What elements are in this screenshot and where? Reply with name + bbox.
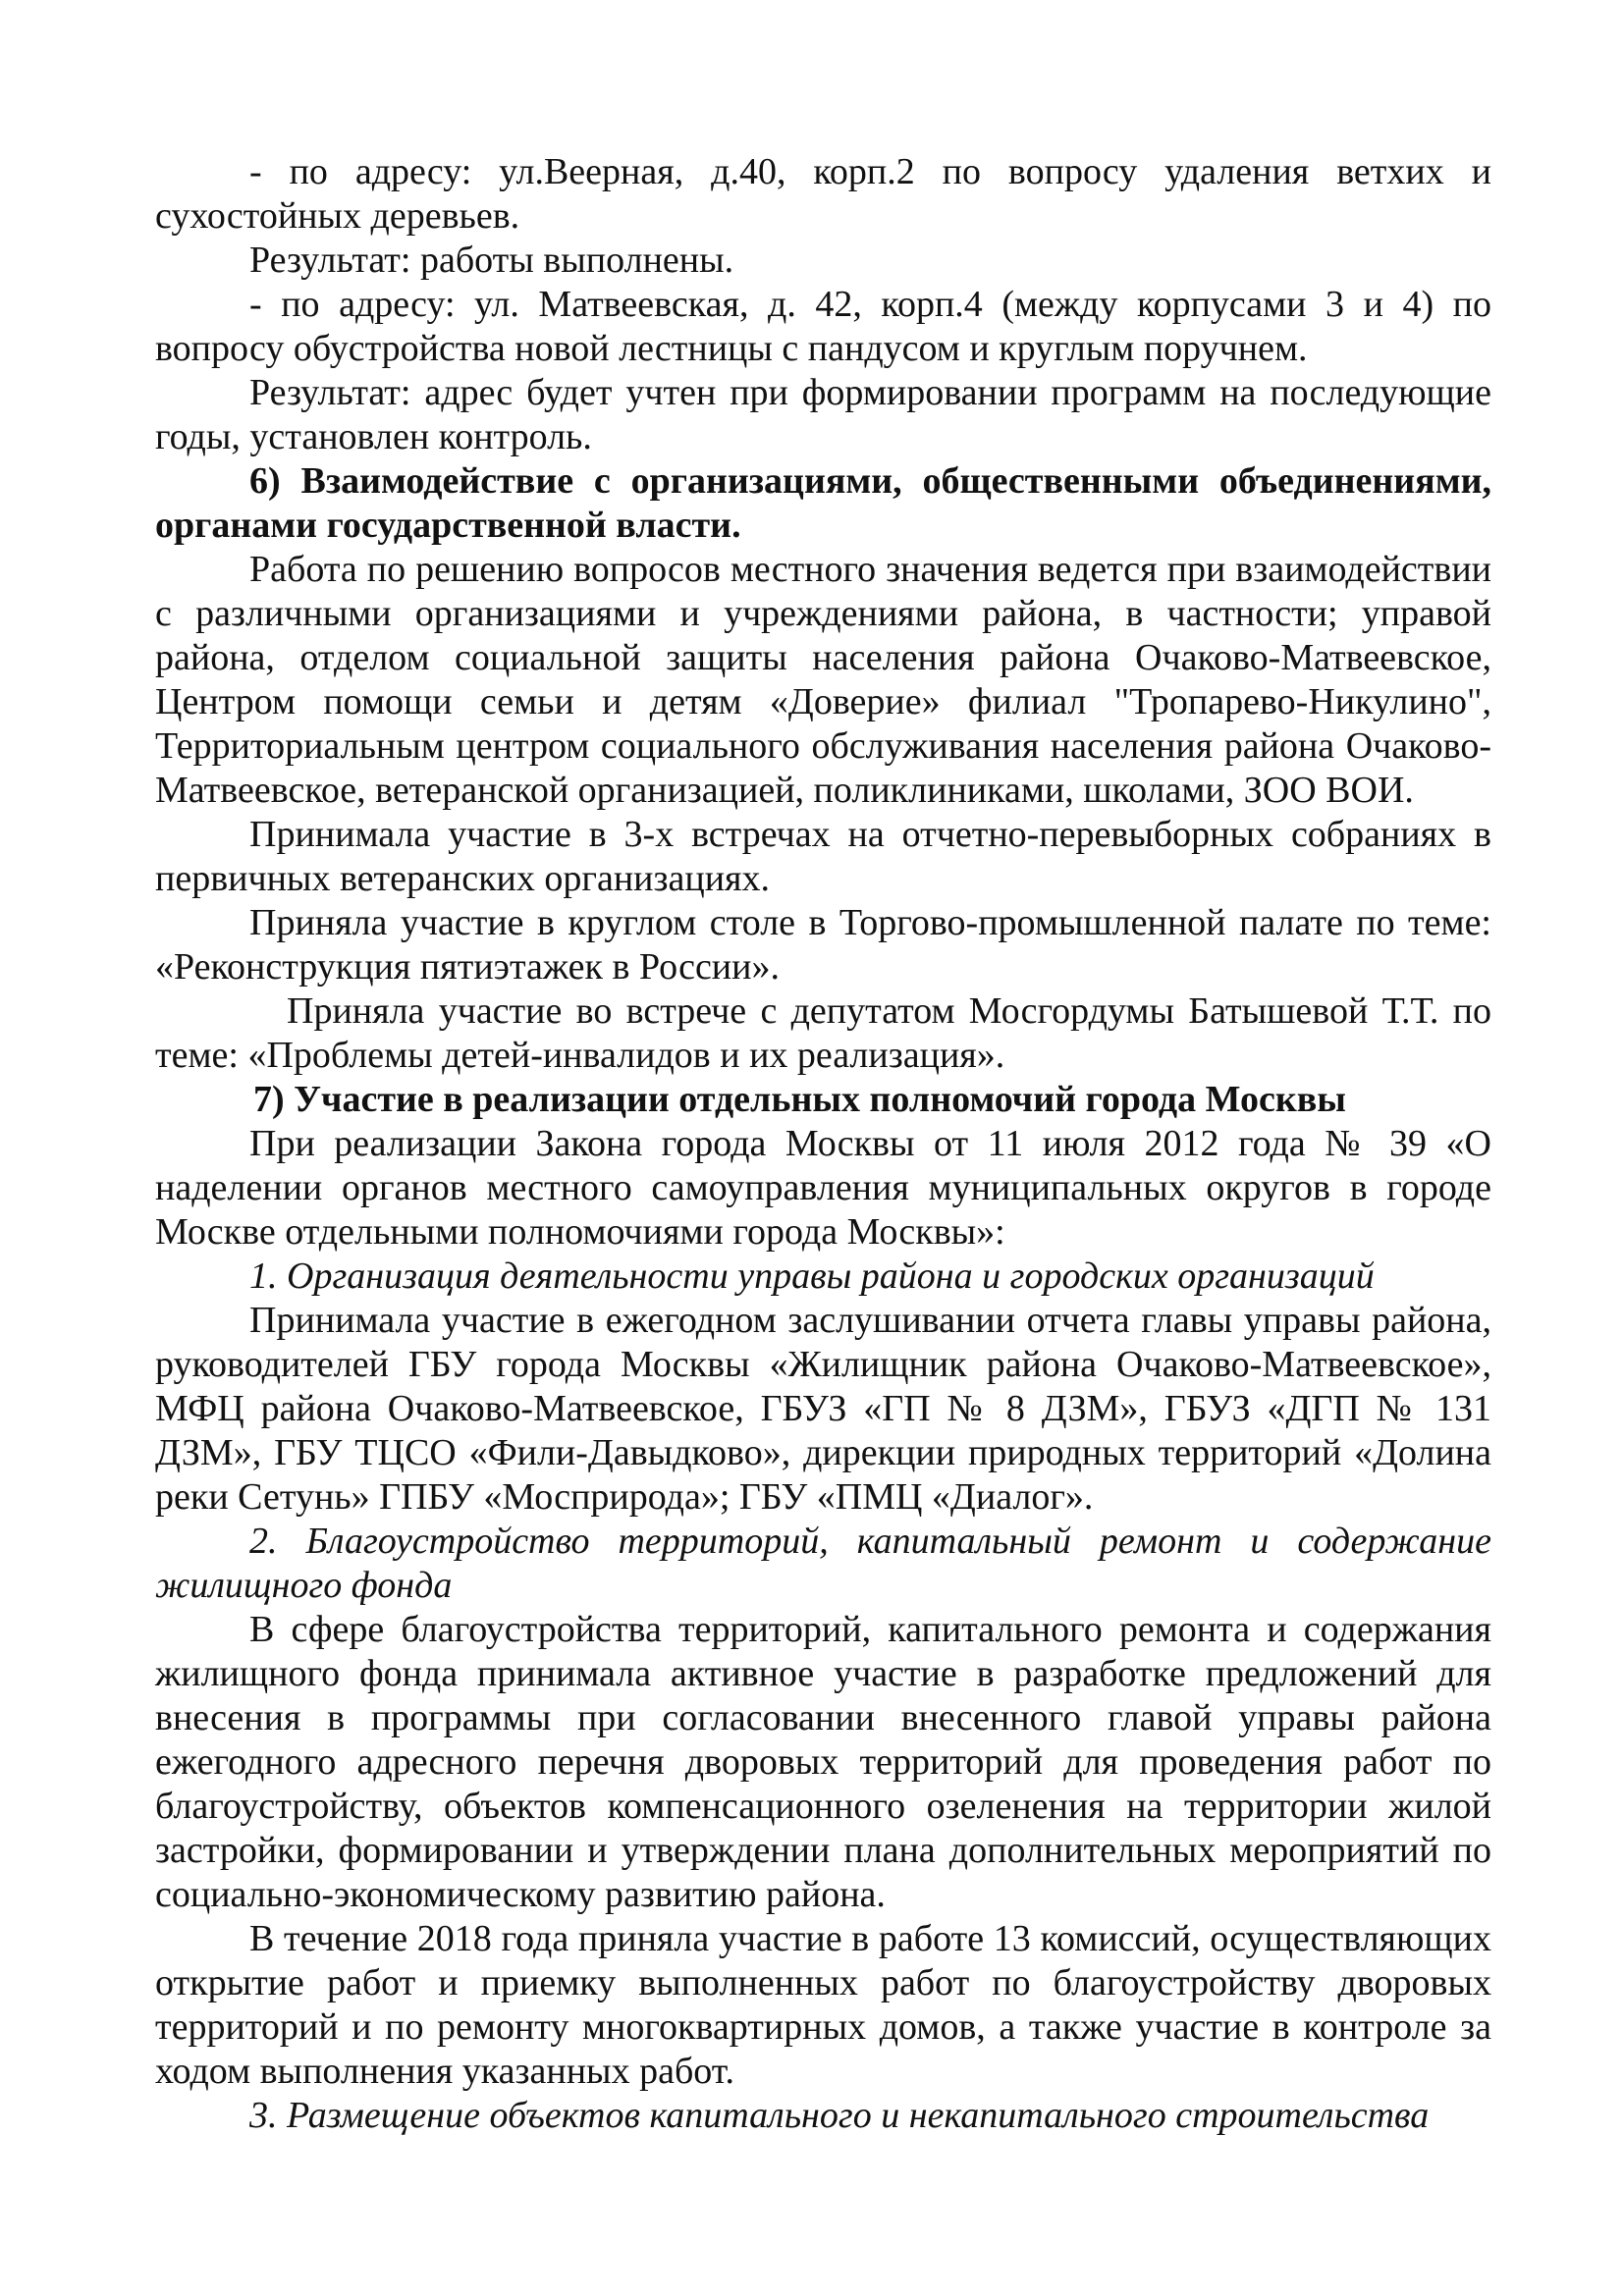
paragraph-result-done: Результат: работы выполнены. <box>249 240 734 281</box>
paragraph-veernaya-address: - по адресу: ул.Веерная, д.40, корп.2 по вопросу удаления ветхих и сухостойных деревьев. <box>155 151 1491 237</box>
subheading-3: 3. Размещение объектов капитального и некапитального строительства <box>249 2095 1430 2136</box>
paragraph-moscow-law: При реализации Закона города Москвы от 11 июля 2012 года № 39 «О наделении органов местного самоуправления муниципальных округов в городе Москве отдельными полномочиями города Москвы»: <box>155 1123 1491 1253</box>
section-heading-6: 6) Взаимодействие с организациями, общественными объединениями, органами государственной власти. <box>155 460 1491 546</box>
subheading-1: 1. Организация деятельности управы района и городских организаций <box>249 1255 1375 1297</box>
paragraph-deputy-meeting: Приняла участие во встрече с депутатом Мосгордумы Батышевой Т.Т. по теме: «Проблемы детей-инвалидов и их реализация». <box>155 990 1491 1076</box>
paragraph-commissions: В течение 2018 года приняла участие в работе 13 комиссий, осуществляющих открытие работ и приемку выполненных работ по благоустройству дворовых территорий и по ремонту многоквартирных домов, а также участие в контроле за ходом выполнения указанных работ. <box>155 1918 1491 2092</box>
paragraph-round-table: Приняла участие в круглом столе в Торгово-промышленной палате по теме: «Реконструкция пятиэтажек в России». <box>155 902 1491 988</box>
subheading-2: 2. Благоустройство территорий, капитальный ремонт и содержание жилищного фонда <box>155 1521 1491 1606</box>
paragraph-matveevskaya-address: - по адресу: ул. Матвеевская, д. 42, корп.4 (между корпусами 3 и 4) по вопросу обустройства новой лестницы с пандусом и круглым поручнем. <box>155 284 1491 369</box>
paragraph-veteran-meetings: Принимала участие в 3-х встречах на отчетно-перевыборных собраниях в первичных ветеранских организациях. <box>155 814 1491 899</box>
paragraph-result-program: Результат: адрес будет учтен при формировании программ на последующие годы, установлен контроль. <box>155 372 1491 457</box>
paragraph-annual-report: Принимала участие в ежегодном заслушивании отчета главы управы района, руководителей ГБУ города Москвы «Жилищник района Очаково-Матвеевское», МФЦ района Очаково-Матвеевское, ГБУЗ «ГП № 8 ДЗМ», ГБУЗ «ДГП № 131 ДЗМ», ГБУ ТЦСО «Фили-Давыдково», дирекции природных территорий «Долина реки Сетунь» ГПБУ «Мосприрода»; ГБУ «ПМЦ «Диалог». <box>155 1300 1491 1518</box>
paragraph-interaction-organizations: Работа по решению вопросов местного значения ведется при взаимодействии с различными организациями и учреждениями района, в частности; управой района, отделом социальной защиты населения района Очаково-Матвеевское, Центром помощи семьи и детям «Доверие» филиал "Тропарево-Никулино", Территориальным центром социального обслуживания населения района Очаково-Матвеевское, ветеранской организацией, поликлиниками, школами, ЗОО ВОИ. <box>155 549 1491 811</box>
section-heading-7: 7) Участие в реализации отдельных полномочий города Москвы <box>253 1079 1346 1120</box>
paragraph-improvement: В сфере благоустройства территорий, капитального ремонта и содержания жилищного фонда принимала активное участие в разработке предложений для внесения в программы при согласовании внесенного главой управы района ежегодного адресного перечня дворовых территорий для проведения работ по благоустройству, объектов компенсационного озеленения на территории жилой застройки, формировании и утверждении плана дополнительных мероприятий по социально-экономическому развитию района. <box>155 1609 1491 1915</box>
